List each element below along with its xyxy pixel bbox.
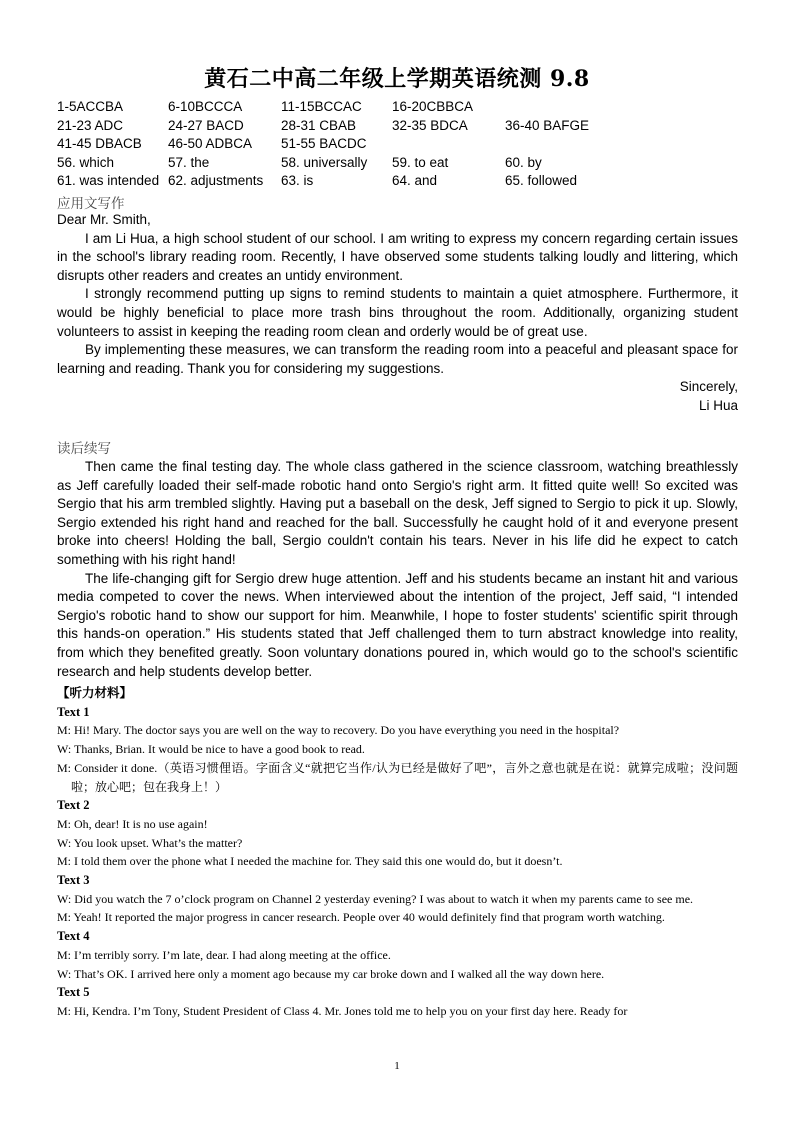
dialogue-line: M: Consider it done.（英语习惯俚语。字面含义“就把它当作/认为已经是做好了吧”，言外之意也就是在说：就算完成啦；没问题啦；放心吧；包在我身上！） (57, 760, 738, 794)
text-title: Text 5 (57, 985, 90, 1000)
text-title: Text 3 (57, 873, 90, 888)
answer-cell: 63. is (281, 173, 314, 189)
answer-cell: 62. adjustments (168, 173, 264, 189)
dialogue-line: M: I told them over the phone what I needed the machine for. They said this one would do, but it doesn’t. (57, 854, 563, 869)
answer-cell: 16-20CBBCA (392, 99, 474, 114)
letter-closing: Sincerely, (679, 379, 738, 395)
answer-cell (392, 135, 505, 154)
letter-paragraph: I strongly recommend putting up signs to remind students to maintain a quiet atmosphere. Furthermore, it would be highly beneficial to place more trash bins throughout the room. Additionally, organizing student volunteers to assist in keeping the reading room clean and orderly would be of great use. (57, 286, 738, 339)
dialogue-line: W: Thanks, Brian. It would be nice to have a good book to read. (57, 742, 365, 757)
answer-cell: 65. followed (505, 173, 578, 189)
answer-key (57, 98, 747, 191)
answer-cell: 57. the (168, 154, 210, 170)
answer-cell: 46-50 ADBCA (168, 136, 253, 152)
listening-material (57, 684, 738, 1021)
text-title: Text 4 (57, 929, 90, 944)
answer-row (57, 135, 747, 154)
answer-cell: 28-31 CBAB (281, 117, 357, 133)
letter-signature: Li Hua (698, 397, 738, 413)
story-paragraph: Then came the final testing day. The whole class gathered in the science classroom, watching breathlessly as Jeff carefully loaded their self-made robotic hand onto Sergio's right arm. It fitted quite well! So excited was Sergio that his arm trembled slightly. Having put a baseball on the desk, Jeff signed to Sergio to pick it up. Slowly, Sergio extended his right hand and reached for the ball. Successfully he caught hold of it and everyone present broke into cheers! Holding the ball, Sergio couldn't contain his tears. Never in his life did he expect to catch something with his right hand! (57, 459, 738, 567)
answer-cell: 1-5ACCBA (57, 99, 124, 114)
letter-paragraph: By implementing these measures, we can transform the reading room into a peaceful and pleasant space for learning and reading. Thank you for considering my suggestions. (57, 342, 738, 376)
answer-cell (505, 135, 625, 154)
dialogue-line: M: Hi! Mary. The doctor says you are well on the way to recovery. Do you have everything you need in the hospital? (57, 723, 620, 738)
writing-heading: 应用文写作 (57, 196, 125, 212)
continuation-heading: 读后续写 (57, 441, 111, 457)
listening-heading: 【听力材料】 (57, 685, 133, 700)
answer-cell: 59. to eat (392, 154, 449, 170)
letter-salutation: Dear Mr. Smith, (57, 212, 151, 227)
answer-row (57, 117, 747, 136)
answer-cell: 11-15BCCAC (281, 99, 362, 114)
answer-cell: 32-35 BDCA (392, 117, 468, 133)
answer-cell: 51-55 BACDC (281, 136, 367, 152)
answer-row (57, 154, 747, 173)
answer-cell: 6-10BCCCA (168, 99, 243, 114)
dialogue-line: M: Hi, Kendra. I’m Tony, Student President of Class 4. Mr. Jones told me to help you on your first day here. Ready for (57, 1003, 628, 1018)
dialogue-line: M: Yeah! It reported the major progress in cancer research. People over 40 would definitely find that program worth watching. (57, 910, 665, 925)
dialogue-line: W: That’s OK. I arrived here only a moment ago because my car broke down and I walked all the way down here. (57, 966, 605, 981)
text-title: Text 2 (57, 798, 90, 813)
answer-cell: 56. which (57, 154, 115, 170)
dialogue-line: M: Oh, dear! It is no use again! (57, 816, 208, 831)
page-title: 黄石二中高二年级上学期英语统测 9.8 (204, 66, 590, 92)
letter-paragraph: I am Li Hua, a high school student of our school. I am writing to express my concern regarding certain issues in the school's library reading room. Recently, I have observed some students talking loudly and littering, which disrupts other readers and creates an untidy environment. (57, 230, 738, 283)
answer-cell: 41-45 DBACB (57, 136, 142, 152)
answer-cell: 61. was intended (57, 173, 160, 189)
dialogue-line: W: Did you watch the 7 o’clock program on Channel 2 yesterday evening? I was about to watch it when my parents came to see me. (57, 891, 694, 906)
page-number: 1 (394, 1060, 400, 1072)
continuation-text (57, 458, 738, 681)
answer-row (57, 98, 747, 117)
letter (57, 211, 738, 416)
answer-cell: 58. universally (281, 154, 368, 170)
answer-cell: 24-27 BACD (168, 117, 244, 133)
answer-cell: 21-23 ADC (57, 117, 124, 133)
dialogue-line: M: I’m terribly sorry. I’m late, dear. I had along meeting at the office. (57, 947, 391, 962)
answer-cell: 60. by (505, 154, 542, 170)
dialogue-line: W: You look upset. What’s the matter? (57, 835, 243, 850)
answer-cell: 36-40 BAFGE (505, 117, 590, 133)
story-paragraph: The life-changing gift for Sergio drew huge attention. Jeff and his students became an instant hit and various media competed to cover the news. When interviewed about the intention of the project, Jeff said, “I intended Sergio's robotic hand to show our support for him. Meanwhile, I hope to foster students' scientific spirit through this hands-on operation.” His students stated that Jeff challenged them to turn abstract knowledge into reality, from which they benefited greatly. Soon voluntary donations poured in, which would go to the school's scientific research and help students develop better. (57, 570, 738, 679)
answer-row (57, 172, 747, 191)
text-title: Text 1 (57, 704, 90, 719)
answer-cell: 64. and (392, 173, 438, 189)
answer-cell (505, 98, 625, 117)
